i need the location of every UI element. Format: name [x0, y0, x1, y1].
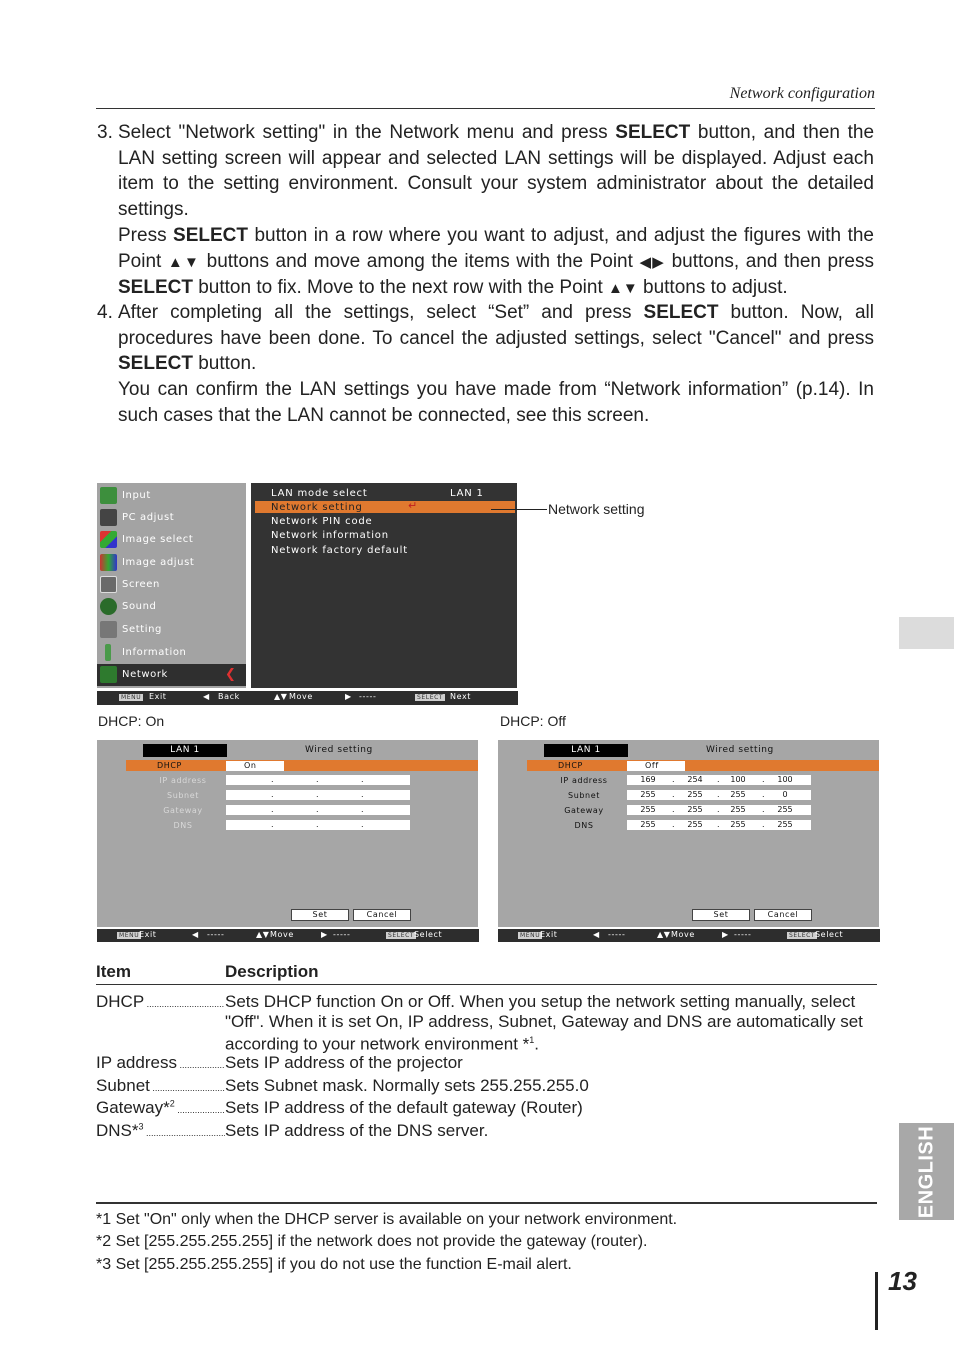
- item-description: Sets IP address of the projector: [225, 1053, 463, 1072]
- side-tab-blank: [899, 617, 954, 649]
- desc-end: .: [534, 1034, 540, 1054]
- select-key-icon: SELECT: [789, 932, 816, 939]
- guide-move: Move: [289, 692, 313, 701]
- guide-exit: Exit: [139, 930, 157, 939]
- select-key-icon: SELECT: [388, 932, 415, 939]
- network-pin-code-item[interactable]: Network PIN code: [271, 516, 373, 527]
- octet-4: 0: [782, 790, 788, 799]
- language-tab-label: ENGLISH: [915, 1125, 937, 1218]
- ip-address-label: IP address: [560, 776, 608, 785]
- item-text: DHCP: [96, 992, 145, 1011]
- menu-item-screen[interactable]: [97, 574, 246, 596]
- menu-item-network[interactable]: [97, 664, 246, 686]
- footnote-3: *3 Set [255.255.255.255] if you do not use the function E-mail alert.: [96, 1256, 572, 1273]
- dns-label: DNS: [173, 821, 193, 830]
- text-span: button to fix. Move to the next row with the Point: [192, 277, 609, 299]
- guide-right: -----: [359, 692, 377, 701]
- subnet-label: Subnet: [568, 791, 600, 800]
- item-name: [96, 1121, 225, 1141]
- guide-move: Move: [270, 930, 294, 939]
- select-keyword: SELECT: [173, 225, 248, 246]
- wired-setting-title: Wired setting: [305, 745, 373, 755]
- menu-item-sound[interactable]: [97, 596, 246, 618]
- network-setting-item[interactable]: Network setting: [271, 502, 363, 513]
- network-factory-default-item[interactable]: Network factory default: [271, 545, 408, 556]
- octet-1: 255: [640, 805, 656, 814]
- screen-icon: [100, 576, 117, 593]
- menu-item-input[interactable]: [97, 485, 246, 507]
- octet-2: 255: [687, 820, 703, 829]
- text-span: button in a row where you want to adjust, and adjust the figures with the Point: [118, 225, 874, 272]
- menu-item-label: Sound: [122, 601, 157, 612]
- text-span: After completing all the settings, select “Set” and press: [118, 302, 644, 323]
- left-arrow-icon: ◀: [203, 692, 210, 701]
- callout-network-setting: Network setting: [548, 501, 645, 517]
- information-icon: [105, 644, 111, 661]
- gateway-field: . . .: [226, 805, 410, 815]
- step-3-paragraph-2: [118, 223, 874, 302]
- guide-select: Select: [414, 930, 443, 939]
- text-span: buttons and move among the items with the Point: [200, 250, 640, 272]
- guide-move: Move: [671, 930, 695, 939]
- up-down-arrow-icon: ▲▼: [657, 930, 671, 939]
- octet-3: 100: [730, 775, 746, 784]
- left-right-arrow-icon: ◀▶: [639, 253, 666, 271]
- enter-icon: ↵: [408, 499, 418, 512]
- menu-item-label: Network: [122, 669, 168, 680]
- octet-3: 255: [730, 805, 746, 814]
- menu-item-label: Screen: [122, 579, 160, 590]
- dhcp-value[interactable]: On: [226, 761, 284, 771]
- guide-right: -----: [734, 930, 752, 939]
- dns-label: DNS: [574, 821, 594, 830]
- running-header: [96, 84, 875, 109]
- image-adjust-icon: [100, 554, 117, 571]
- item-description: Sets IP address of the DNS server.: [225, 1121, 489, 1140]
- item-text: Subnet: [96, 1076, 150, 1095]
- network-icon: [100, 666, 117, 683]
- chevron-left-icon: ❮: [225, 667, 236, 682]
- subnet-label: Subnet: [167, 791, 199, 800]
- up-down-arrow-icon: ▲▼: [274, 692, 288, 701]
- dhcp-label: DHCP: [558, 761, 583, 770]
- item-text: IP address: [96, 1053, 177, 1072]
- page-number: 13: [888, 1266, 917, 1296]
- lan-guide-bar-dhcp-on: [97, 929, 479, 942]
- item-description: Sets Subnet mask. Normally sets 255.255.255.0: [225, 1076, 589, 1095]
- select-keyword: SELECT: [118, 277, 193, 299]
- footnote-1: *1 Set "On" only when the DHCP server is available on your network environment.: [96, 1211, 678, 1228]
- item-name: [96, 992, 225, 1012]
- menu-item-information[interactable]: [97, 642, 246, 664]
- caption-dhcp-off: DHCP: Off: [500, 713, 566, 729]
- footnote-ref: 2: [169, 1098, 175, 1109]
- menu-key-icon: MENU: [121, 694, 142, 701]
- select-key-icon: SELECT: [417, 694, 444, 701]
- setting-icon: [100, 621, 117, 638]
- set-button[interactable]: Set: [291, 909, 349, 921]
- network-submenu: [251, 483, 517, 688]
- dhcp-value[interactable]: Off: [627, 761, 685, 771]
- gateway-label: Gateway: [564, 806, 604, 815]
- item-name: [96, 1098, 225, 1118]
- right-arrow-icon: ▶: [722, 930, 729, 939]
- right-arrow-icon: ▶: [321, 930, 328, 939]
- item-description: [225, 992, 870, 1054]
- wired-setting-title: Wired setting: [706, 745, 774, 755]
- lan-tab[interactable]: LAN 1: [143, 744, 227, 757]
- text-span: button. Now, all procedures have been done. To cancel the adjusted settings, select "Cancel" and press: [118, 302, 874, 349]
- subnet-field: . . .: [226, 790, 410, 800]
- ip-address-field[interactable]: 169 . 254 . 100 . 100: [627, 775, 811, 785]
- guide-left: -----: [207, 930, 225, 939]
- up-down-arrow-icon: ▲▼: [167, 253, 201, 271]
- image-select-icon: [100, 531, 117, 548]
- footnote-ref: 1: [529, 1035, 535, 1045]
- footnote-divider: [96, 1202, 877, 1204]
- select-keyword: SELECT: [118, 353, 193, 375]
- section-title: Network configuration: [729, 85, 875, 102]
- header-description: Description: [225, 962, 319, 981]
- menu-item-image-adjust[interactable]: [97, 552, 246, 574]
- octet-4: 255: [777, 805, 793, 814]
- sound-icon: [100, 598, 117, 615]
- left-arrow-icon: ◀: [593, 930, 600, 939]
- subnet-field[interactable]: 255 . 255 . 255 . 0: [627, 790, 811, 800]
- octet-2: 255: [687, 805, 703, 814]
- menu-key-icon: MENU: [119, 932, 140, 939]
- header-item: Item: [96, 962, 131, 981]
- menu-key-icon: MENU: [520, 932, 541, 939]
- menu-item-setting[interactable]: [97, 619, 246, 641]
- dns-field[interactable]: 255 . 255 . 255 . 255: [627, 820, 811, 830]
- octet-1: 255: [640, 820, 656, 829]
- guide-back: Back: [218, 692, 240, 701]
- select-keyword: SELECT: [643, 302, 719, 323]
- item-text: DNS*: [96, 1121, 139, 1140]
- menu-item-label: Image adjust: [122, 557, 195, 568]
- text-span: Press: [118, 225, 174, 246]
- network-information-item[interactable]: Network information: [271, 530, 389, 541]
- caption-dhcp-on: DHCP: On: [98, 713, 165, 729]
- text-span: buttons to adjust.: [637, 277, 788, 299]
- menu-item-image-select[interactable]: [97, 529, 246, 551]
- language-tab: [899, 1123, 954, 1220]
- footnote-2: *2 Set [255.255.255.255] if the network does not provide the gateway (router).: [96, 1233, 648, 1250]
- main-menu-list: [97, 483, 246, 688]
- octet-4: 255: [777, 820, 793, 829]
- lan-tab[interactable]: LAN 1: [544, 744, 628, 757]
- step-4-paragraph-1: [118, 300, 874, 377]
- up-down-arrow-icon: ▲▼: [608, 280, 638, 298]
- lan-panel-dhcp-off: [498, 740, 879, 927]
- menu-item-label: Input: [122, 490, 151, 501]
- guide-right: -----: [333, 930, 351, 939]
- footnote-ref: 3: [138, 1121, 144, 1132]
- menu-item-label: PC adjust: [122, 512, 175, 523]
- page-number-rule: [875, 1272, 878, 1330]
- text-span: Select "Network setting" in the Network menu and press: [118, 122, 616, 143]
- menu-guide-bar: [97, 691, 518, 705]
- octet-2: 255: [687, 790, 703, 799]
- set-button[interactable]: Set: [692, 909, 750, 921]
- step-3-number: 3.: [97, 122, 113, 143]
- item-name: [96, 1053, 225, 1073]
- lan-mode-select-label[interactable]: LAN mode select: [271, 488, 368, 499]
- callout-line: [491, 509, 547, 510]
- gateway-label: Gateway: [163, 806, 203, 815]
- step-4-number: 4.: [97, 302, 113, 323]
- guide-exit: Exit: [540, 930, 558, 939]
- octet-4: 100: [777, 775, 793, 784]
- desc-text: Sets DHCP function On or Off. When you setup the network setting manually, select "Off". When it is set On, IP address, Subnet, Gateway and DNS are automatically set according to your network environment *: [225, 992, 863, 1054]
- table-header: [96, 962, 877, 985]
- item-description: Sets IP address of the default gateway (Router): [225, 1098, 583, 1117]
- octet-3: 255: [730, 790, 746, 799]
- menu-item-pc-adjust[interactable]: [97, 507, 246, 529]
- menu-item-label: Information: [122, 647, 187, 658]
- step-3-paragraph-1: [118, 120, 874, 223]
- pc-adjust-icon: [100, 509, 117, 526]
- guide-select: Select: [815, 930, 844, 939]
- cancel-button[interactable]: Cancel: [353, 909, 411, 921]
- up-down-arrow-icon: ▲▼: [256, 930, 270, 939]
- lan-mode-value: LAN 1: [450, 488, 484, 499]
- lan-guide-bar-dhcp-off: [498, 929, 880, 942]
- dhcp-label: DHCP: [157, 761, 182, 770]
- step-4-paragraph-2: You can confirm the LAN settings you have made from “Network information” (p.14). In such cases that the LAN cannot be connected, see this screen.: [118, 379, 874, 426]
- dns-field: . . .: [226, 820, 410, 830]
- cancel-button[interactable]: Cancel: [754, 909, 812, 921]
- ip-address-field: . . .: [226, 775, 410, 785]
- item-text: Gateway*: [96, 1098, 170, 1117]
- octet-1: 255: [640, 790, 656, 799]
- octet-2: 254: [687, 775, 703, 784]
- item-name: [96, 1076, 225, 1096]
- text-span: button.: [192, 353, 257, 375]
- left-arrow-icon: ◀: [192, 930, 199, 939]
- guide-exit: Exit: [149, 692, 167, 701]
- menu-item-label: Setting: [122, 624, 163, 635]
- menu-item-label: Image select: [122, 534, 194, 545]
- input-icon: [100, 487, 117, 504]
- octet-1: 169: [640, 775, 656, 784]
- gateway-field[interactable]: 255 . 255 . 255 . 255: [627, 805, 811, 815]
- guide-next: Next: [450, 692, 472, 701]
- guide-left: -----: [608, 930, 626, 939]
- text-span: buttons, and then press: [665, 250, 874, 272]
- ip-address-label: IP address: [159, 776, 207, 785]
- select-keyword: SELECT: [615, 122, 691, 143]
- text-span: button, and then the LAN setting screen will appear and selected LAN settings will be displayed. Adjust each item to the setting environment. Consult your system administrator about the detailed settings.: [118, 122, 875, 221]
- right-arrow-icon: ▶: [345, 692, 352, 701]
- octet-3: 255: [730, 820, 746, 829]
- lan-panel-dhcp-on: [97, 740, 478, 927]
